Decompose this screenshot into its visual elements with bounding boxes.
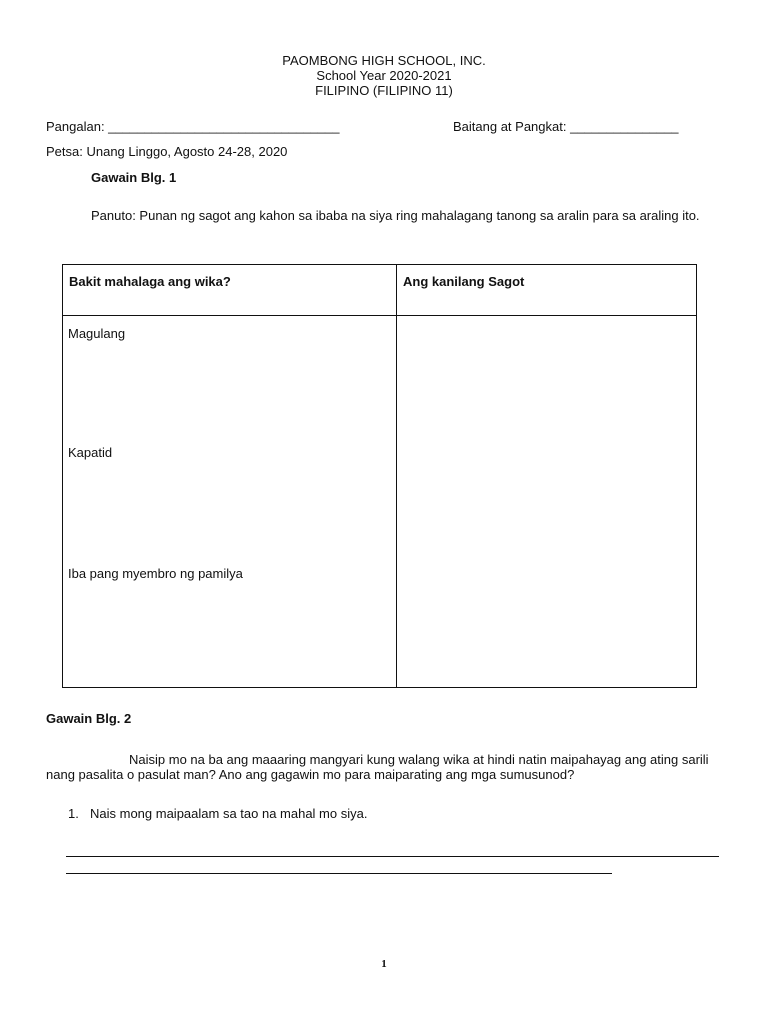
table-header-cell: [397, 265, 697, 316]
answer-line[interactable]: [66, 856, 719, 857]
item-text: Nais mong maipaalam sa tao na mahal mo siya.: [90, 806, 368, 821]
table-row: [63, 316, 697, 688]
row-label-parent: Magulang: [68, 326, 126, 341]
date-line: Petsa: Unang Linggo, Agosto 24-28, 2020: [46, 144, 288, 159]
activity2-prompt: Naisip mo na ba ang maaaring mangyari kung walang wika at hindi natin maipahayag ang ating sarili nang pasalita o pasulat man? Ano ang gagawin mo para maiparating ang mga sumusunod?: [46, 752, 709, 782]
grade-section-field[interactable]: Baitang at Pangkat: _______________: [453, 119, 679, 134]
column-header-answer: Ang kanilang Sagot: [403, 274, 525, 289]
answer-line[interactable]: [66, 873, 612, 874]
column-header-question: Bakit mahalaga ang wika?: [69, 274, 231, 289]
school-name: PAOMBONG HIGH SCHOOL, INC.: [282, 53, 486, 68]
school-year: School Year 2020-2021: [316, 68, 452, 83]
activity2-title: Gawain Blg. 2: [46, 711, 132, 726]
respondent-cell: [63, 316, 397, 688]
name-field[interactable]: Pangalan: ________________________________: [46, 119, 340, 134]
item-number: 1.: [68, 806, 79, 821]
page-number: 1: [381, 958, 387, 970]
table-header-cell: [63, 265, 397, 316]
table-header-row: [63, 265, 697, 316]
activity1-title: Gawain Blg. 1: [91, 170, 177, 185]
answer-table: [62, 264, 697, 688]
subject-title: FILIPINO (FILIPINO 11): [315, 83, 453, 98]
activity1-instructions: Panuto: Punan ng sagot ang kahon sa ibaba na siya ring mahalagang tanong sa aralin para sa araling ito.: [91, 208, 700, 223]
row-label-sibling: Kapatid: [68, 445, 113, 460]
row-label-family: Iba pang myembro ng pamilya: [68, 566, 243, 581]
answer-cell[interactable]: [397, 316, 697, 688]
document-header: [0, 53, 768, 98]
